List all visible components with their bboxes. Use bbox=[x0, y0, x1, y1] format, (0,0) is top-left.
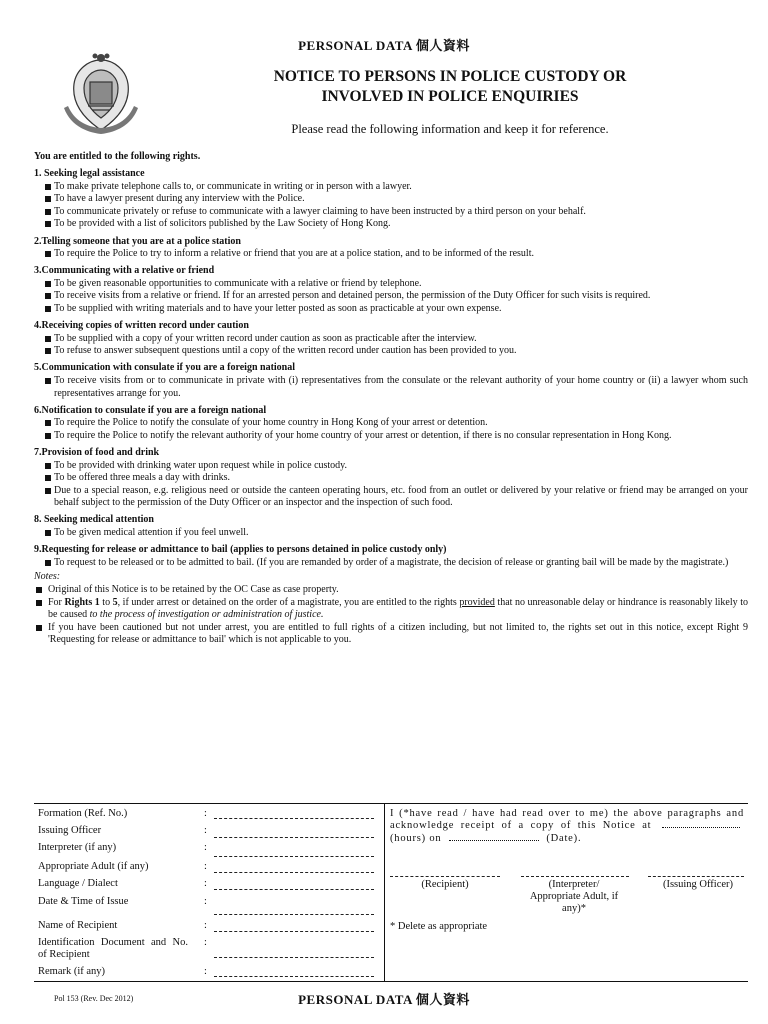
acknowledgement-text: I (*have read / have had read over to me) the above paragraphs and acknowledge receipt of a copy of this Notice at (hours) on (Date). bbox=[390, 808, 744, 844]
list-item: To require the Police to notify the relevant authority of your home country of your arrest or detention, if there is no consular representation in Hong Kong. bbox=[34, 430, 748, 443]
delete-note: * Delete as appropriate bbox=[390, 921, 488, 932]
list-item: To be provided with drinking water upon request while in police custody. bbox=[34, 460, 748, 473]
section-medical-attention bbox=[34, 514, 748, 539]
list-item: To be supplied with a copy of your written record under caution as soon as practicable after the interview. bbox=[34, 333, 748, 346]
list-item: To be supplied with writing materials and to have your letter posted as soon as practicable at your own expense. bbox=[34, 303, 748, 316]
section-title: 4.Receiving copies of written record under caution bbox=[34, 320, 249, 332]
list-item: To receive visits from or to communicate in private with (i) representatives from the consulate or the relevant authority of your home country or (ii) a lawyer whom such representatives arrange for you. bbox=[34, 375, 748, 400]
list-item: To request to be released or to be admitted to bail. (If you are remanded by order of a magistrate, the decision of release or granting bail will be made by the magistrate.) bbox=[34, 557, 748, 570]
list-item: To be provided with a list of solicitors published by the Law Society of Hong Kong. bbox=[34, 218, 748, 231]
field-label: Identification Document and No. of Recipient bbox=[38, 937, 188, 960]
section-title: 7.Provision of food and drink bbox=[34, 446, 160, 458]
officer-signature-line[interactable] bbox=[648, 876, 744, 877]
police-crest-logo bbox=[58, 50, 144, 138]
notice-subtitle: Please read the following information and keep it for reference. bbox=[291, 122, 609, 136]
section-consulate-notification bbox=[34, 405, 748, 443]
rights-intro: You are entitled to the following rights. bbox=[34, 151, 201, 162]
list-item: To communicate privately or refuse to communicate with a lawyer claiming to have been instructed by a third person on your behalf. bbox=[34, 206, 748, 219]
list-item: To be given reasonable opportunities to communicate with a relative or friend by telephone. bbox=[34, 278, 748, 291]
section-legal-assistance bbox=[34, 168, 748, 231]
notes-list bbox=[34, 584, 748, 647]
appropriate-adult-field[interactable] bbox=[214, 872, 374, 873]
language-field[interactable] bbox=[214, 889, 374, 890]
list-item: To refuse to answer subsequent questions until a copy of the written record under caution has been provided to you. bbox=[34, 345, 748, 358]
list-item: To receive visits from a relative or friend. If for an arrested person and detained person, the permission of the Duty Officer for such visits is required. bbox=[34, 290, 748, 303]
section-consulate-communication bbox=[34, 362, 748, 400]
recipient-name-field[interactable] bbox=[214, 931, 374, 932]
interpreter-field[interactable] bbox=[214, 856, 374, 857]
section-title: 1. Seeking legal assistance bbox=[34, 168, 145, 180]
section-title: 9.Requesting for release or admittance to bail (applies to persons detained in police custody only) bbox=[34, 544, 447, 556]
interpreter-signature-label: (Interpreter/ Appropriate Adult, if any)* bbox=[529, 879, 619, 914]
field-label: Date & Time of Issue bbox=[38, 896, 129, 907]
section-release-bail bbox=[34, 544, 748, 569]
list-item: To make private telephone calls to, or communicate in writing or in person with a lawyer. bbox=[34, 181, 748, 194]
list-item: To require the Police to notify the consulate of your home country in Hong Kong of your arrest or detention. bbox=[34, 417, 748, 430]
list-item: To be given medical attention if you feel unwell. bbox=[34, 527, 748, 540]
issuing-officer-field[interactable] bbox=[214, 837, 374, 838]
list-item: To be offered three meals a day with drinks. bbox=[34, 472, 748, 485]
section-written-record bbox=[34, 320, 748, 358]
section-title: 3.Communicating with a relative or friend bbox=[34, 265, 215, 277]
notes-label: Notes: bbox=[34, 571, 61, 583]
note-item: For Rights 1 to 5, if under arrest or detained on the order of a magistrate, you are entitled to the rights provided that no unreasonable delay or hindrance is reasonably likely to be caused to the process of investigation or administration of justice. bbox=[34, 597, 748, 622]
officer-signature-label: (Issuing Officer) bbox=[662, 879, 734, 890]
field-label: Issuing Officer bbox=[38, 825, 102, 836]
section-title: 8. Seeking medical attention bbox=[34, 514, 154, 526]
personal-data-header: PERSONAL DATA 個人資料 bbox=[298, 38, 470, 53]
formation-field[interactable] bbox=[214, 818, 374, 819]
column-divider bbox=[384, 804, 385, 981]
form-number: Pol 153 (Rev. Dec 2012) bbox=[54, 994, 134, 1003]
field-label: Name of Recipient bbox=[38, 920, 118, 931]
hours-field[interactable] bbox=[662, 827, 740, 828]
notice-title-line2: INVOLVED IN POLICE ENQUIRIES bbox=[321, 88, 579, 105]
field-label: Interpreter (if any) bbox=[38, 842, 117, 853]
field-label: Language / Dialect bbox=[38, 878, 118, 889]
interpreter-signature-line[interactable] bbox=[521, 876, 629, 877]
personal-data-footer: PERSONAL DATA 個人資料 bbox=[298, 992, 470, 1007]
list-item: To require the Police to try to inform a relative or friend that you are at a police station, and to be informed of the result. bbox=[34, 248, 748, 261]
field-label: Formation (Ref. No.) bbox=[38, 808, 128, 819]
note-item: If you have been cautioned but not under arrest, you are entitled to full rights of a citizen including, but not limited to, the rights set out in this notice, except Right 9 'Requesting for release or admittance to bail' which is not applicable to you. bbox=[34, 622, 748, 647]
section-title: 5.Communication with consulate if you are a foreign national bbox=[34, 362, 296, 374]
date-time-field[interactable] bbox=[214, 914, 374, 915]
date-field[interactable] bbox=[449, 840, 539, 841]
recipient-signature-label: (Recipient) bbox=[421, 879, 469, 890]
field-label: Remark (if any) bbox=[38, 966, 106, 977]
section-telling-someone bbox=[34, 236, 748, 261]
form-table: Formation (Ref. No.) : Issuing Officer : Interpreter (if any) : Appropriate Adult (if any) : Language / Dialect : Date & Time of Issue : Name of Recipient : Identification Document and No. of Recipient : Remark (if any) : I (*have read / have had read over to me) the above paragraphs and acknowledge receipt of a copy of this Notice at (hours) on (Date). (Recipient) (Interpreter/ Appropriate Adult, if any)* (Issuing Officer) * Delete as appropriate bbox=[34, 803, 748, 982]
section-title: 2.Telling someone that you are at a police station bbox=[34, 235, 241, 247]
recipient-signature-line[interactable] bbox=[390, 876, 500, 877]
notice-title bbox=[200, 67, 700, 107]
section-food-drink bbox=[34, 447, 748, 510]
notice-title-line1: NOTICE TO PERSONS IN POLICE CUSTODY OR bbox=[273, 68, 627, 85]
section-relative-friend bbox=[34, 265, 748, 315]
field-label: Appropriate Adult (if any) bbox=[38, 861, 149, 872]
note-item: Original of this Notice is to be retained by the OC Case as case property. bbox=[34, 584, 748, 597]
list-item: To have a lawyer present during any interview with the Police. bbox=[34, 193, 748, 206]
identification-field[interactable] bbox=[214, 957, 374, 958]
list-item: Due to a special reason, e.g. religious need or outside the canteen operating hours, etc. food from an outlet or delivered by your relative or friend may be arranged on your behalf subject to the permission of the Duty Officer or an inspector and the inspection of such food. bbox=[34, 485, 748, 510]
remark-field[interactable] bbox=[214, 976, 374, 977]
rights-body bbox=[34, 151, 748, 647]
section-title: 6.Notification to consulate if you are a foreign national bbox=[34, 404, 267, 416]
